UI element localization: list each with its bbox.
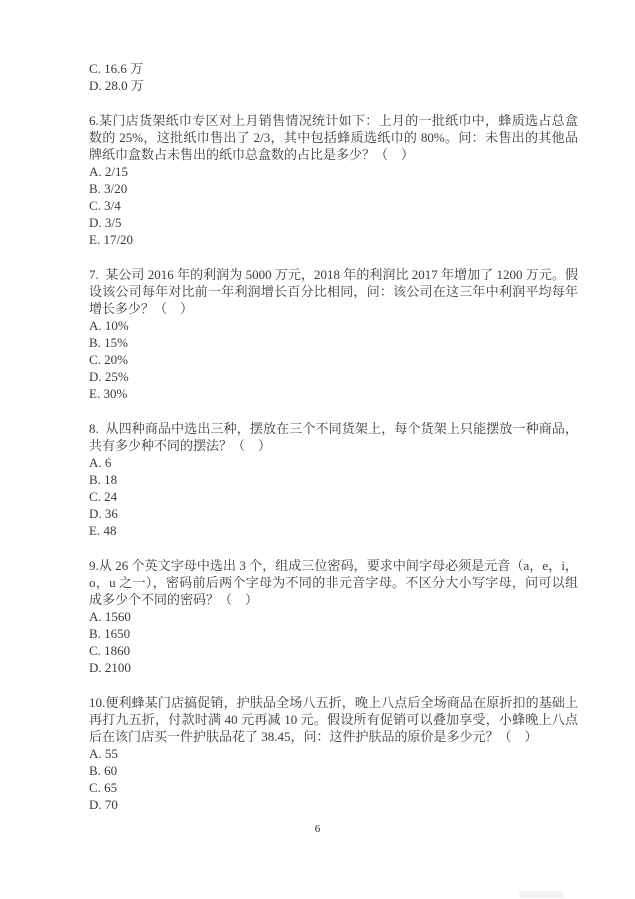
question-10-option-c: C. 65 (89, 780, 118, 795)
question-10-text: 10.便利蜂某门店搞促销，护肤品全场八五折，晚上八点后全场商品在原折扣的基础上再打九五折，付款时满 40 元再减 10 元。假设所有促销可以叠加享受，小蜂晚上八点后在该门店买一件护肤品花了 38.45，问：这件护肤品的原价是多少元？（ ） (89, 695, 578, 744)
question-6-option-b: B. 3/20 (89, 181, 128, 196)
question-7-option-d: D. 25% (89, 369, 129, 384)
question-8-option-b: B. 18 (89, 472, 118, 487)
watermark-smudge (519, 891, 563, 898)
question-9-text: 9.从 26 个英文字母中选出 3 个，组成三位密码，要求中间字母必须是元音（a，e，i，o，u 之一），密码前后两个字母为不同的非元音字母。不区分大小写字母，问可以组成多少个不同的密码？（ ） (89, 558, 578, 607)
question-10-option-b: B. 60 (89, 763, 118, 778)
question-6-option-c: C. 3/4 (89, 198, 121, 213)
question-6-text: 6.某门店货架纸巾专区对上月销售情况统计如下：上月的一批纸巾中，蜂质选占总盒数的 25%，这批纸巾售出了 2/3，其中包括蜂质选纸巾的 80%。问：未售出的其他品牌纸巾盒数占未售出的纸巾总盒数的占比是多少？（ ） (89, 113, 578, 162)
question-8-option-a: A. 6 (89, 455, 112, 470)
question-10-option-d: D. 70 (89, 797, 118, 812)
question-8-option-d: D. 36 (89, 506, 118, 521)
question-6-option-e: E. 17/20 (89, 232, 134, 247)
question-7-option-e: E. 30% (89, 386, 128, 401)
question-8-option-e: E. 48 (89, 523, 117, 538)
page-number: 6 (314, 823, 321, 835)
question-8 (89, 420, 578, 539)
question-9-option-b: B. 1650 (89, 626, 131, 641)
question-7-option-c: C. 20% (89, 352, 128, 367)
question-9-option-c: C. 1860 (89, 643, 131, 658)
question-6-option-d: D. 3/5 (89, 215, 122, 230)
question-9-option-d: D. 2100 (89, 660, 131, 675)
exam-content (89, 60, 578, 813)
question-6 (89, 112, 578, 248)
question-10-option-a: A. 55 (89, 746, 118, 761)
question-7-option-b: B. 15% (89, 335, 128, 350)
option-d: D. 28.0 万 (89, 78, 144, 93)
partial-question-options (89, 60, 578, 94)
question-7 (89, 266, 578, 402)
option-c: C. 16.6 万 (89, 61, 144, 76)
question-8-option-c: C. 24 (89, 489, 118, 504)
question-9-option-a: A. 1560 (89, 609, 131, 624)
question-8-text: 8. 从四种商品中选出三种，摆放在三个不同货架上，每个货架上只能摆放一种商品，共有多少种不同的摆法？（ ） (89, 421, 578, 453)
question-7-text: 7. 某公司 2016 年的利润为 5000 万元，2018 年的利润比 2017 年增加了 1200 万元。假设该公司每年对比前一年利润增长百分比相同，问：该公司在这三年中利润平均每年增长多少？（ ） (89, 267, 578, 316)
question-7-option-a: A. 10% (89, 318, 129, 333)
question-6-option-a: A. 2/15 (89, 164, 128, 179)
question-9 (89, 557, 578, 676)
question-10 (89, 694, 578, 813)
